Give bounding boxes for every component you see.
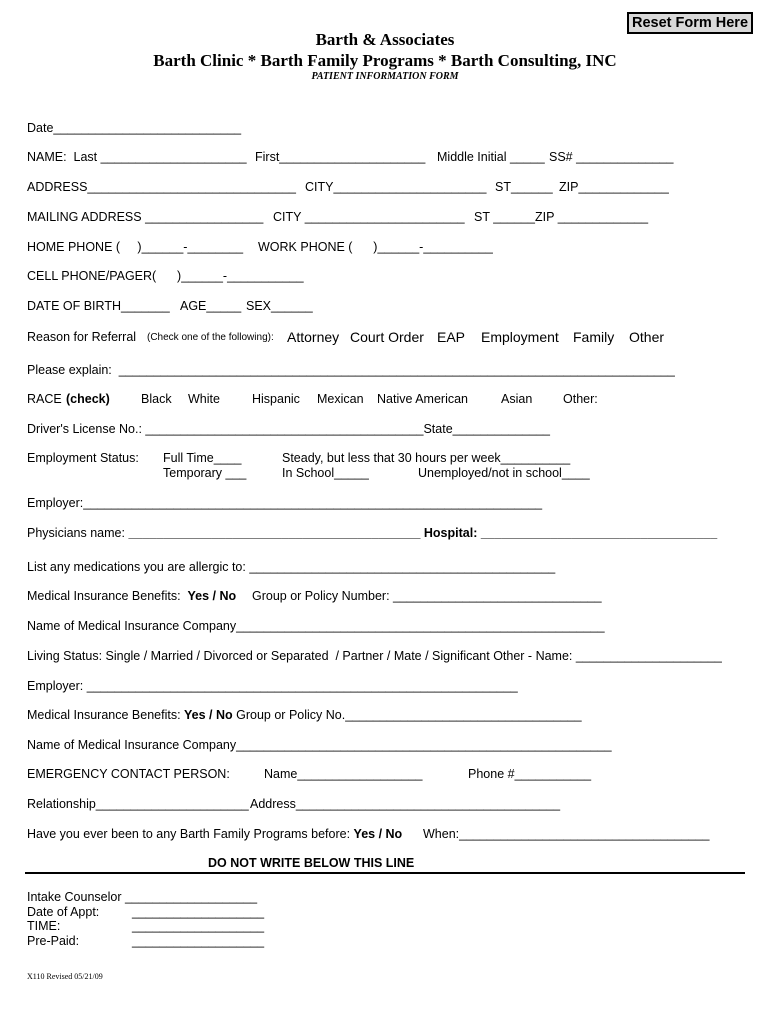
hospital-line[interactable]: __________________________________ (480, 526, 718, 540)
medical-benefits-label-2: Medical Insurance Benefits: (27, 708, 185, 722)
race-white[interactable]: White (188, 392, 220, 406)
mailing-address-field[interactable]: MAILING ADDRESS _________________ (27, 210, 264, 224)
intake-counselor-field[interactable]: Intake Counselor ___________________ (27, 890, 258, 904)
physicians-field[interactable] (27, 527, 717, 540)
address-state-field[interactable]: ST______ (495, 180, 553, 194)
race-black[interactable]: Black (141, 392, 172, 406)
barth-before-when-field[interactable]: When:____________________________________ (423, 827, 710, 841)
group-policy-field[interactable]: Group or Policy Number: ______________________________ (252, 589, 602, 603)
mailing-state-field[interactable]: ST ______ (474, 210, 535, 224)
date-of-appt-field[interactable]: ___________________ (132, 905, 265, 919)
temporary-option[interactable]: Temporary ___ (163, 466, 247, 480)
emergency-contact-label: EMERGENCY CONTACT PERSON: (27, 767, 230, 781)
reset-form-button[interactable]: Reset Form Here (627, 12, 753, 34)
steady-option[interactable]: Steady, but less that 30 hours per week__________ (282, 451, 571, 465)
pre-paid-field[interactable]: ___________________ (132, 934, 265, 948)
full-time-option[interactable]: Full Time____ (163, 451, 242, 465)
employer-field[interactable]: Employer:__________________________________________________________________ (27, 496, 543, 510)
physicians-line[interactable]: __________________________________________ (128, 526, 421, 540)
mailing-zip-field[interactable]: ZIP _____________ (535, 210, 649, 224)
form-title: PATIENT INFORMATION FORM (311, 71, 459, 82)
relationship-address-field[interactable]: Address______________________________________ (250, 797, 561, 811)
do-not-write-heading: DO NOT WRITE BELOW THIS LINE (208, 856, 415, 870)
time-label: TIME: (27, 919, 61, 933)
unemployed-option[interactable]: Unemployed/not in school____ (418, 466, 590, 480)
medical-benefits-row (27, 590, 236, 603)
referral-eap[interactable]: EAP (437, 329, 466, 345)
race-mexican[interactable]: Mexican (317, 392, 364, 406)
sex-field[interactable]: SEX______ (246, 299, 313, 313)
last-name-field[interactable]: NAME: Last _____________________ (27, 150, 247, 164)
referral-attorney[interactable]: Attorney (287, 329, 340, 345)
barth-before-yes-no[interactable]: Yes / No (353, 827, 403, 841)
divider-line (25, 872, 745, 874)
in-school-option[interactable]: In School_____ (282, 466, 369, 480)
employer-field-2[interactable]: Employer: ______________________________________________________________ (27, 679, 518, 693)
mailing-city-field[interactable]: CITY _______________________ (273, 210, 465, 224)
race-asian[interactable]: Asian (501, 392, 533, 406)
medical-benefits-label: Medical Insurance Benefits: (27, 589, 188, 603)
org-subtitle: Barth Clinic * Barth Family Programs * Barth Consulting, INC (153, 51, 617, 70)
org-name: Barth & Associates (315, 30, 455, 49)
first-name-field[interactable]: First_____________________ (255, 150, 426, 164)
address-city-field[interactable]: CITY______________________ (305, 180, 487, 194)
work-phone-field[interactable]: WORK PHONE ( )______-__________ (258, 240, 493, 254)
ss-field[interactable]: SS# ______________ (549, 150, 674, 164)
address-zip-field[interactable]: ZIP_____________ (559, 180, 669, 194)
age-field[interactable]: AGE_____ (180, 299, 242, 313)
home-phone-field[interactable]: HOME PHONE ( )______-________ (27, 240, 244, 254)
barth-before-label: Have you ever been to any Barth Family Programs before: (27, 827, 354, 841)
physicians-label: Physicians name: (27, 526, 129, 540)
cell-phone-field[interactable]: CELL PHONE/PAGER( )______-___________ (27, 269, 304, 283)
insurance-company-field[interactable]: Name of Medical Insurance Company_____________________________________________________ (27, 619, 605, 633)
medical-benefits-row-2 (27, 709, 582, 722)
date-field[interactable]: Date___________________________ (27, 121, 242, 135)
date-of-appt-label: Date of Appt: (27, 905, 100, 919)
middle-initial-field[interactable]: Middle Initial _____ (437, 150, 545, 164)
race-other[interactable]: Other: (563, 392, 598, 406)
medical-benefits-yes-no-2[interactable]: Yes / No (184, 708, 233, 722)
referral-court-order[interactable]: Court Order (350, 329, 424, 345)
race-native-american[interactable]: Native American (377, 392, 469, 406)
dob-field[interactable]: DATE OF BIRTH_______ (27, 299, 170, 313)
referral-other[interactable]: Other (629, 329, 665, 345)
relationship-field[interactable]: Relationship______________________ (27, 797, 249, 811)
barth-before-row (27, 828, 402, 841)
group-policy-field-2[interactable]: Group or Policy No.__________________________________ (232, 708, 582, 722)
revision-note: X110 Revised 05/21/09 (27, 972, 103, 981)
address-field[interactable]: ADDRESS______________________________ (27, 180, 296, 194)
insurance-company-field-2[interactable]: Name of Medical Insurance Company______________________________________________________ (27, 738, 612, 752)
living-status-field[interactable]: Living Status: Single / Married / Divorced or Separated / Partner / Mate / Significant Other - Name: _____________________ (27, 649, 722, 663)
emergency-phone-field[interactable]: Phone #___________ (468, 767, 592, 781)
emergency-name-field[interactable]: Name__________________ (264, 767, 423, 781)
race-hispanic[interactable]: Hispanic (252, 392, 300, 406)
referral-label: Reason for Referral (27, 330, 137, 344)
drivers-license-field[interactable]: Driver's License No.: ________________________________________State______________ (27, 422, 550, 436)
race-check-note: (check) (66, 392, 110, 406)
time-field[interactable]: ___________________ (132, 919, 265, 933)
pre-paid-label: Pre-Paid: (27, 934, 80, 948)
please-explain-field[interactable]: Please explain: ________________________________________________________________________________ (27, 363, 675, 377)
race-label: RACE (27, 392, 62, 406)
allergic-medications-field[interactable]: List any medications you are allergic to: ____________________________________________ (27, 560, 556, 574)
hospital-label: Hospital: (420, 526, 481, 540)
referral-family[interactable]: Family (573, 329, 615, 345)
medical-benefits-yes-no[interactable]: Yes / No (187, 589, 237, 603)
referral-note: (Check one of the following): (147, 332, 274, 343)
employment-status-label: Employment Status: (27, 451, 139, 465)
referral-employment[interactable]: Employment (481, 329, 559, 345)
